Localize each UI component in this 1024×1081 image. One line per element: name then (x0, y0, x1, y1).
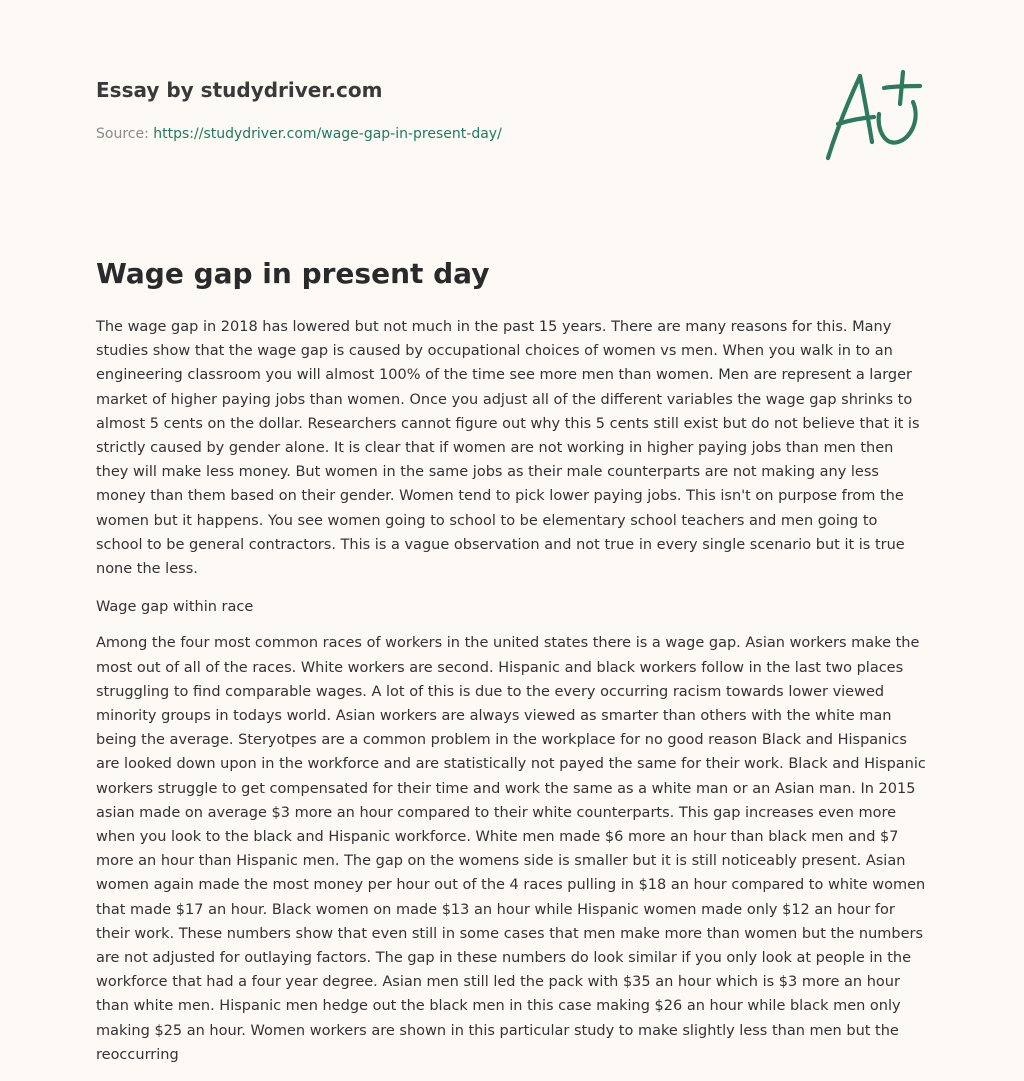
essay-paragraph-2: Among the four most common races of workers in the united states there is a wage gap. Asian workers make the most out of all of the races. White workers are second. Hispanic and black workers follow in the last two places struggling to find comparable wages. A lot of this is due to the every occurring racism towards lower viewed minority groups in todays world. Asian workers are always viewed as smarter than others with the white man being the average. Steryotpes are a common problem in the workplace for no good reason Black and Hispanics are looked down upon in the workforce and are statistically not payed the same for their work. Black and Hispanic workers struggle to get compensated for their time and work the same as a white man or an Asian man. In 2015 asian made on average $3 more an hour compared to their white counterparts. This gap increases even more when you look to the black and Hispanic workforce. White men made $6 more an hour than black men and $7 more an hour than Hispanic men. The gap on the womens side is smaller but it is still noticeably present. Asian women again made the most money per hour out of the 4 races pulling in $18 an hour compared to white women that made $17 an hour. Black women on made $13 an hour while Hispanic women made only $12 an hour for their work. These numbers show that even still in some cases that men make more than women but the numbers are not adjusted for outlaying factors. The gap in these numbers do look similar if you only look at people in the workforce that had a four year degree. Asian men still led the pack with $35 an hour which is $3 more an hour than white men. Hispanic men hedge out the black men in this case making $26 an hour while black men only making $25 an hour. Women workers are shown in this particular study to make slightly less than men but the reoccurring (96, 635, 926, 1063)
section-subheading: Wage gap within race (96, 599, 254, 616)
source-link[interactable]: https://studydriver.com/wage-gap-in-present-day/ (153, 126, 502, 142)
source-label: Source: (96, 126, 149, 142)
essay-body (96, 315, 928, 1081)
essay-paragraph-1: The wage gap in 2018 has lowered but not much in the past 15 years. There are many reasons for this. Many studies show that the wage gap is caused by occupational choices of women vs men. When you walk in to an engineering classroom you will almost 100% of the time see more men than women. Men are represent a larger market of higher paying jobs than women. Once you adjust all of the different variables the wage gap shrinks to almost 5 cents on the dollar. Researchers cannot figure out why this 5 cents still exist but do not believe that it is strictly caused by gender alone. It is clear that if women are not working in higher paying jobs than men then they will make less money. But women in the same jobs as their male counterparts are not making any less money than them based on their gender. Women tend to pick lower paying jobs. This isn't on purpose from the women but it happens. You see women going to school to be elementary school teachers and men going to school to be general contractors. This is a vague observation and not true in every single scenario but it is true none the less. (96, 319, 920, 578)
essay-title: Wage gap in present day (96, 257, 490, 290)
a-plus-grade-logo-icon (822, 66, 926, 164)
site-title: Essay by studydriver.com (96, 78, 383, 102)
source-line (96, 124, 502, 144)
